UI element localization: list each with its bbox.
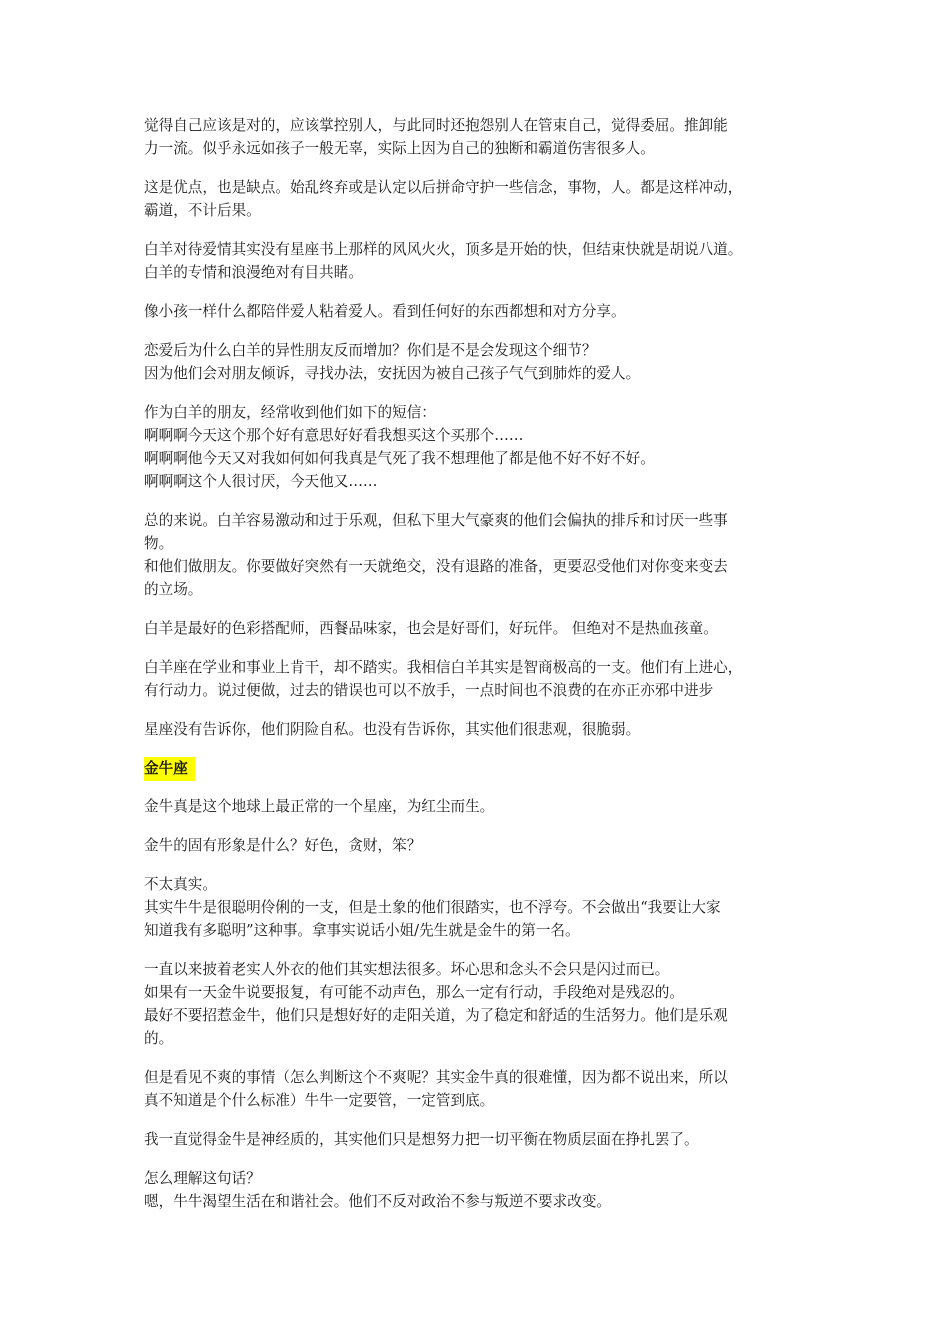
paragraph-line: 知道我有多聪明”这种事。拿事实说话小姐/先生就是金牛的第一名。 (144, 922, 580, 939)
paragraph-line: 白羊是最好的色彩搭配师，西餐品味家，也会是好哥们，好玩伴。 但绝对不是热血孩童。 (144, 620, 718, 637)
paragraph-line: 一直以来披着老实人外衣的他们其实想法很多。坏心思和念头不会只是闪过而已。 (144, 961, 670, 978)
paragraph (144, 300, 809, 323)
paragraph-line: 的。 (144, 1030, 174, 1047)
paragraph (144, 834, 809, 857)
paragraph-line: 像小孩一样什么都陪伴爱人粘着爱人。看到任何好的东西都想和对方分享。 (144, 303, 626, 320)
paragraph (144, 176, 809, 222)
paragraph-line: 嗯，牛牛渴望生活在和谐社会。他们不反对政治不参与叛逆不要求改变。 (144, 1193, 612, 1210)
paragraph-line: 物。 (144, 535, 174, 552)
paragraph (144, 114, 809, 160)
paragraph-line: 啊啊啊今天这个那个好有意思好好看我想买这个买那个…… (144, 427, 524, 444)
paragraph (144, 1066, 809, 1112)
paragraph-line: 有行动力。说过便做，过去的错误也可以不放手，一点时间也不浪费的在亦正亦邪中进步 (144, 682, 714, 699)
paragraph-line: 最好不要招惹金牛，他们只是想好好的走阳关道，为了稳定和舒适的生活努力。他们是乐观 (144, 1007, 728, 1024)
paragraph-line: 星座没有告诉你，他们阴险自私。也没有告诉你，其实他们很悲观，很脆弱。 (144, 721, 641, 738)
paragraph (144, 617, 809, 640)
paragraph (144, 509, 809, 601)
paragraph-line: 白羊对待爱情其实没有星座书上那样的风风火火，顶多是开始的快，但结束快就是胡说八道。 (144, 241, 743, 258)
section-heading-text: 金牛座 (144, 757, 195, 781)
paragraph (144, 656, 809, 702)
paragraph-line: 作为白羊的朋友，经常收到他们如下的短信： (144, 404, 436, 421)
paragraph (144, 339, 809, 385)
paragraph-line: 金牛的固有形象是什么？好色，贪财，笨？ (144, 837, 422, 854)
document-body (144, 114, 809, 1229)
paragraph-line: 霸道，不计后果。 (144, 202, 261, 219)
paragraph-line: 如果有一天金牛说要报复，有可能不动声色，那么一定有行动，手段绝对是残忍的。 (144, 984, 684, 1001)
paragraph-line: 其实牛牛是很聪明伶俐的一支，但是土象的他们很踏实，也不浮夸。不会做出“我要让大家 (144, 899, 721, 916)
paragraph-line: 真不知道是个什么标准）牛牛一定要管，一定管到底。 (144, 1092, 495, 1109)
paragraph-line: 和他们做朋友。你要做好突然有一天就绝交，没有退路的准备，更要忍受他们对你变来变去 (144, 558, 728, 575)
paragraph (144, 238, 809, 284)
paragraph-line: 白羊的专情和浪漫绝对有目共睹。 (144, 264, 363, 281)
paragraph-line: 啊啊啊他今天又对我如何如何我真是气死了我不想理他了都是他不好不好不好。 (144, 450, 655, 467)
paragraph-line: 金牛真是这个地球上最正常的一个星座，为红尘而生。 (144, 798, 495, 815)
paragraph-line: 这是优点，也是缺点。始乱终弃或是认定以后拼命守护一些信念，事物，人。都是这样冲动， (144, 179, 743, 196)
paragraph-line: 怎么理解这句话？ (144, 1170, 261, 1187)
paragraph (144, 795, 809, 818)
paragraph-line: 啊啊啊这个人很讨厌，今天他又…… (144, 473, 378, 490)
paragraph (144, 958, 809, 1050)
paragraph (144, 718, 809, 741)
paragraph-line: 的立场。 (144, 581, 203, 598)
paragraph (144, 1128, 809, 1151)
section-heading (144, 757, 809, 781)
paragraph-line: 因为他们会对朋友倾诉，寻找办法，安抚因为被自己孩子气气到肺炸的爱人。 (144, 365, 641, 382)
paragraph-line: 白羊座在学业和事业上肯干，却不踏实。我相信白羊其实是智商极高的一支。他们有上进心， (144, 659, 743, 676)
paragraph (144, 1167, 809, 1213)
paragraph-line: 但是看见不爽的事情（怎么判断这个不爽呢？其实金牛真的很难懂，因为都不说出来，所以 (144, 1069, 728, 1086)
paragraph (144, 401, 809, 493)
paragraph-line: 总的来说。白羊容易激动和过于乐观，但私下里大气豪爽的他们会偏执的排斥和讨厌一些事 (144, 512, 728, 529)
paragraph-line: 恋爱后为什么白羊的异性朋友反而增加？你们是不是会发现这个细节？ (144, 342, 597, 359)
paragraph-line: 我一直觉得金牛是神经质的，其实他们只是想努力把一切平衡在物质层面在挣扎罢了。 (144, 1131, 699, 1148)
paragraph (144, 873, 809, 942)
paragraph-line: 力一流。似乎永远如孩子一般无辜，实际上因为自己的独断和霸道伤害很多人。 (144, 140, 655, 157)
paragraph-line: 觉得自己应该是对的，应该掌控别人，与此同时还抱怨别人在管束自己，觉得委屈。推卸能 (144, 117, 728, 134)
paragraph-line: 不太真实。 (144, 876, 217, 893)
